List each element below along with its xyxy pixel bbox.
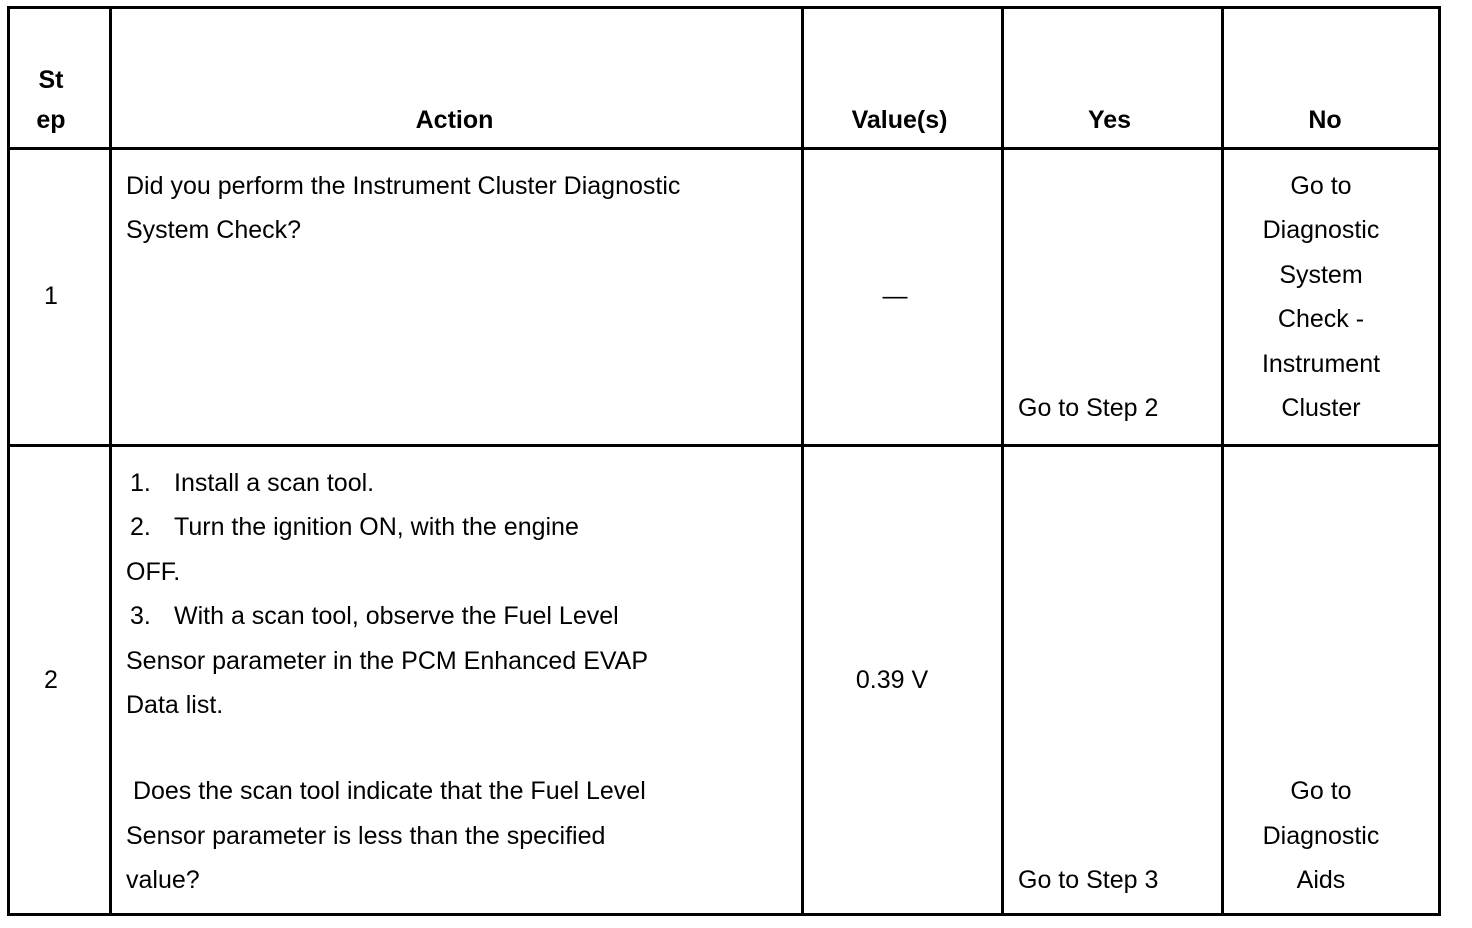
column-divider xyxy=(109,9,112,913)
list-number: 2. xyxy=(130,513,151,541)
no-text: Instrument xyxy=(1261,350,1381,378)
no-text: Go to xyxy=(1290,172,1352,200)
row-divider xyxy=(10,147,1438,150)
column-divider xyxy=(801,9,804,913)
question-text: value? xyxy=(126,866,200,894)
header-yes: Yes xyxy=(1087,106,1132,134)
no-text: Diagnostic xyxy=(1262,822,1380,850)
value-text: 0.39 V xyxy=(855,666,929,694)
list-number: 3. xyxy=(130,602,151,630)
yes-text: Go to Step 3 xyxy=(1018,866,1159,894)
no-text: System xyxy=(1279,261,1363,289)
no-text: Go to xyxy=(1290,777,1352,805)
action-text: Turn the ignition ON, with the engine xyxy=(174,513,579,541)
header-step-line1: St xyxy=(38,66,64,94)
step-number: 1 xyxy=(44,282,58,310)
no-text: Cluster xyxy=(1281,394,1361,422)
value-text: — xyxy=(882,282,908,310)
yes-text: Go to Step 2 xyxy=(1018,394,1159,422)
column-divider xyxy=(1001,9,1004,913)
header-step-line2: ep xyxy=(36,106,66,134)
action-text: System Check? xyxy=(126,216,302,244)
list-number: 1. xyxy=(130,469,151,497)
row-divider xyxy=(10,444,1438,447)
question-text: Does the scan tool indicate that the Fuel Level xyxy=(126,777,646,805)
action-text: OFF. xyxy=(126,558,181,586)
action-text: Install a scan tool. xyxy=(174,469,375,497)
step-number: 2 xyxy=(44,666,58,694)
action-text: Data list. xyxy=(126,691,224,719)
no-text: Check - xyxy=(1277,305,1365,333)
action-text: With a scan tool, observe the Fuel Level xyxy=(174,602,619,630)
header-values: Value(s) xyxy=(851,106,948,134)
no-text: Diagnostic xyxy=(1262,216,1380,244)
action-text: Sensor parameter in the PCM Enhanced EVAP xyxy=(126,647,649,675)
action-text: Did you perform the Instrument Cluster Diagnostic xyxy=(126,172,681,200)
no-text: Aids xyxy=(1296,866,1346,894)
header-no: No xyxy=(1308,106,1342,134)
question-text: Sensor parameter is less than the specified xyxy=(126,822,606,850)
header-action: Action xyxy=(415,106,494,134)
